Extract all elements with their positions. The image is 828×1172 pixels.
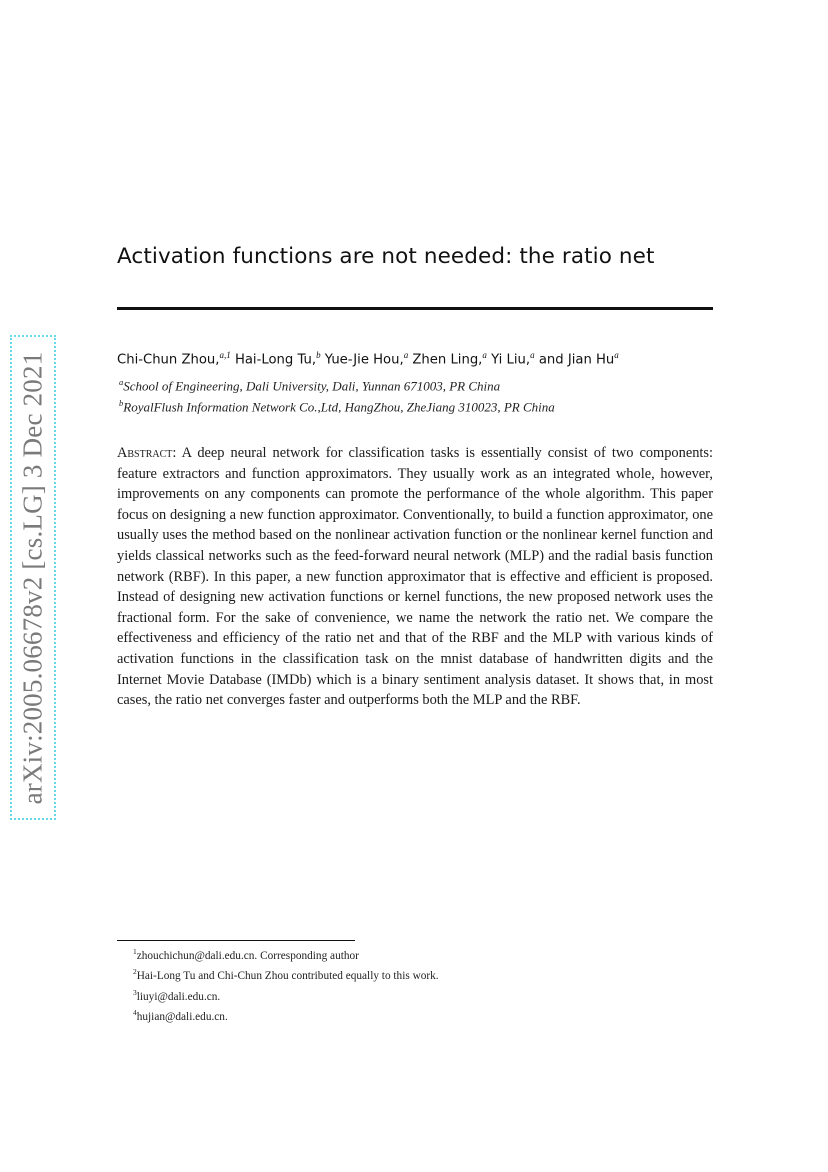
footnotes [133, 944, 693, 1025]
footnote-text: liuyi@dali.edu.cn. [136, 990, 221, 1003]
arxiv-identifier: arXiv:2005.06678v2 [cs.LG] 3 Dec 2021 [17, 351, 48, 804]
footnote [133, 944, 693, 964]
affiliation-b [119, 398, 719, 415]
abstract [117, 443, 713, 711]
footnote-mark: 3 [133, 987, 137, 997]
author-affil-mark: a [482, 350, 487, 360]
arxiv-side-stamp [10, 335, 56, 820]
affiliation-mark: a [119, 377, 124, 387]
author-name: and Jian Hu [538, 352, 615, 368]
author-affil-mark: a [614, 350, 619, 360]
author-affil-mark: a,1 [219, 350, 231, 360]
footnote-text: hujian@dali.edu.cn. [136, 1010, 228, 1023]
footnote-text: Hai-Long Tu and Chi-Chun Zhou contributed equally to this work. [136, 970, 439, 983]
footnote-text: zhouchichun@dali.edu.cn. Corresponding author [136, 949, 359, 962]
abstract-label: Abstract: [117, 445, 177, 461]
author-name: Zhen Ling, [412, 352, 483, 368]
author-name: Yi Liu, [491, 352, 531, 368]
author-list [117, 350, 727, 367]
footnote [133, 1005, 693, 1025]
footnote-mark: 2 [133, 967, 137, 977]
footnote-mark: 1 [133, 947, 137, 956]
abstract-text: A deep neural network for classification tasks is essentially consist of two components: feature extractors and function approximators. They usually work as an integrated whole, however, improvements on any components can promote the performance of the whole algorithm. This paper focus on designing a new function approximator. Conventionally, to build a function approximator, one usually uses the method based on the nonlinear activation function or the nonlinear kernel function and yields classical networks such as the feed-forward neural network (MLP) and the radial basis function network (RBF). In this paper, a new function approximator that is effective and efficient is proposed. Instead of designing new activation functions or kernel functions, the new proposed network uses the fractional form. For the sake of convenience, we name the network the ratio net. We compare the effectiveness and efficiency of the ratio net and that of the RBF and the MLP with various kinds of activation functions in the classification task on the mnist database of handwritten digits and the Internet Movie Database (IMDb) which is a binary sentiment analysis dataset. It shows that, in most cases, the ratio net converges faster and outperforms both the MLP and the RBF. [117, 445, 714, 709]
footnote [133, 964, 693, 984]
affiliation-text: School of Engineering, Dali University, Dali, Yunnan 671003, PR China [123, 378, 501, 394]
author-name: Yue-Jie Hou, [324, 352, 404, 368]
author-affil-mark: a [530, 350, 535, 360]
author-name: Hai-Long Tu, [234, 352, 317, 368]
author-affil-mark: b [316, 350, 321, 360]
footnote [133, 985, 693, 1005]
author-affil-mark: a [403, 350, 409, 360]
paper-title: Activation functions are not needed: the ratio net [117, 244, 655, 269]
title-rule [117, 307, 713, 310]
affiliation-a [119, 377, 719, 394]
affiliation-mark: b [119, 398, 124, 408]
footnote-rule [117, 940, 355, 941]
affiliation-text: RoyalFlush Information Network Co.,Ltd, HangZhou, ZheJiang 310023, PR China [123, 399, 555, 415]
author-name: Chi-Chun Zhou, [117, 352, 220, 368]
footnote-mark: 4 [133, 1008, 137, 1018]
